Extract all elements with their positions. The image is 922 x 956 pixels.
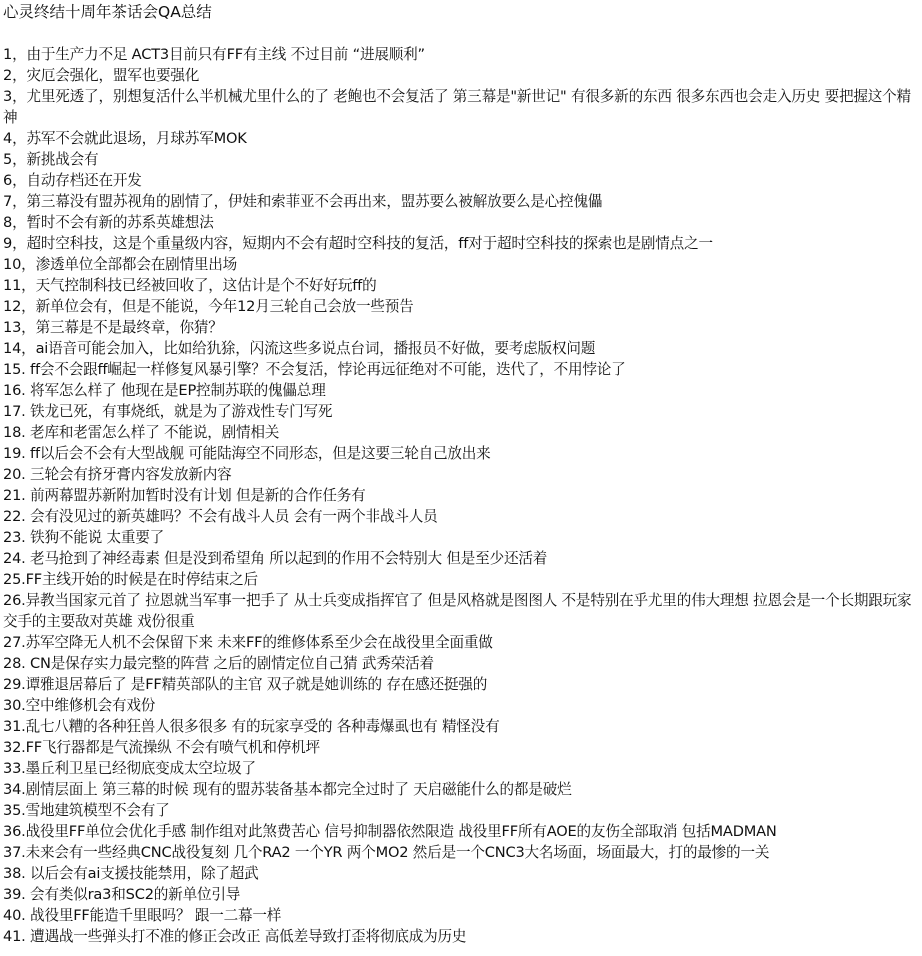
qa-item-8: 8，暂时不会有新的苏系英雄想法 xyxy=(3,214,214,231)
qa-item-29: 29.谭雅退居幕后了 是FF精英部队的主官 双子就是她训练的 存在感还挺强的 xyxy=(3,676,488,693)
qa-item-5: 5，新挑战会有 xyxy=(3,151,99,168)
qa-item-24: 24. 老马抢到了神经毒素 但是没到希望角 所以起到的作用不会特别大 但是至少还活着 xyxy=(3,550,548,567)
qa-item-23: 23. 铁狗不能说 太重要了 xyxy=(3,529,165,546)
qa-item-3: 3，尤里死透了，别想复活什么半机械尤里什么的了 老鲍也不会复活了 第三幕是"新世记" 有很多新的东西 很多东西也会走入历史 要把握这个精神 xyxy=(3,88,911,126)
qa-item-34: 34.剧情层面上 第三幕的时候 现有的盟苏装备基本都完全过时了 天启磁能什么的都是破烂 xyxy=(3,781,572,798)
qa-item-30: 30.空中维修机会有戏份 xyxy=(3,697,156,714)
qa-item-37: 37.未来会有一些经典CNC战役复刻 几个RA2 一个YR 两个MO2 然后是一个CNC3大名场面，场面最大，打的最惨的一关 xyxy=(3,844,770,861)
qa-item-35: 35.雪地建筑模型不会有了 xyxy=(3,802,170,819)
blank-line xyxy=(3,24,922,44)
qa-item-21: 21. 前两幕盟苏新附加暂时没有计划 但是新的合作任务有 xyxy=(3,487,366,504)
qa-list xyxy=(3,44,922,947)
qa-item-33: 33.墨丘利卫星已经彻底变成太空垃圾了 xyxy=(3,760,256,777)
qa-item-16: 16. 将军怎么样了 他现在是EP控制苏联的傀儡总理 xyxy=(3,382,326,399)
qa-item-6: 6，自动存档还在开发 xyxy=(3,172,142,189)
qa-item-17: 17. 铁龙已死，有事烧纸，就是为了游戏性专门写死 xyxy=(3,403,333,420)
qa-item-26: 26.异教当国家元首了 拉恩就当军事一把手了 从士兵变成指挥官了 但是风格就是图图人 不是特别在乎尤里的伟大理想 拉恩会是一个长期跟玩家交手的主要敌对英雄 戏份很重 xyxy=(3,592,912,630)
qa-item-4: 4，苏军不会就此退场，月球苏军MOK xyxy=(3,130,247,147)
qa-item-10: 10，渗透单位全部都会在剧情里出场 xyxy=(3,256,238,273)
qa-item-32: 32.FF飞行器都是气流操纵 不会有喷气机和停机坪 xyxy=(3,739,320,756)
qa-item-11: 11，天气控制科技已经被回收了，这估计是个不好好玩ff的 xyxy=(3,277,377,294)
qa-item-20: 20. 三轮会有挤牙膏内容发放新内容 xyxy=(3,466,232,483)
qa-item-28: 28. CN是保存实力最完整的阵营 之后的剧情定位自己猜 武秀荣活着 xyxy=(3,655,434,672)
qa-item-27: 27.苏军空降无人机不会保留下来 未来FF的维修体系至少会在战役里全面重做 xyxy=(3,634,493,651)
qa-item-40: 40. 战役里FF能造千里眼吗？ 跟一二幕一样 xyxy=(3,907,282,924)
qa-item-19: 19. ff以后会不会有大型战舰 可能陆海空不同形态，但是这要三轮自己放出来 xyxy=(3,445,491,462)
qa-item-7: 7，第三幕没有盟苏视角的剧情了，伊娃和索菲亚不会再出来，盟苏要么被解放要么是心控傀儡 xyxy=(3,193,603,210)
qa-item-22: 22. 会有没见过的新英雄吗？不会有战斗人员 会有一两个非战斗人员 xyxy=(3,508,438,525)
qa-item-9: 9，超时空科技，这是个重量级内容，短期内不会有超时空科技的复活，ff对于超时空科技的探索也是剧情点之一 xyxy=(3,235,713,252)
qa-item-12: 12，新单位会有，但是不能说，今年12月三轮自己会放一些预告 xyxy=(3,298,414,315)
document-title: 心灵终结十周年茶话会QA总结 xyxy=(3,3,212,21)
qa-item-31: 31.乱七八糟的各种狂兽人很多很多 有的玩家享受的 各种毒爆虱也有 精怪没有 xyxy=(3,718,500,735)
qa-item-1: 1，由于生产力不足 ACT3目前只有FF有主线 不过目前 “进展顺利” xyxy=(3,46,425,63)
qa-item-15: 15. ff会不会跟ff崛起一样修复风暴引擎？不会复活，悖论再远征绝对不可能，迭代了，不用悖论了 xyxy=(3,361,626,378)
qa-item-38: 38. 以后会有ai支援技能禁用，除了超武 xyxy=(3,865,259,882)
qa-item-18: 18. 老库和老雷怎么样了 不能说，剧情相关 xyxy=(3,424,280,441)
qa-item-14: 14，ai语音可能会加入，比如给犰狳，闪流这些多说点台词，播报员不好做，要考虑版权问题 xyxy=(3,340,596,357)
qa-item-2: 2，灾厄会强化，盟军也要强化 xyxy=(3,67,200,84)
qa-item-39: 39. 会有类似ra3和SC2的新单位引导 xyxy=(3,886,241,903)
qa-item-36: 36.战役里FF单位会优化手感 制作组对此煞费苦心 信号抑制器依然限造 战役里FF所有AOE的友伤全部取消 包括MADMAN xyxy=(3,823,777,840)
qa-item-13: 13，第三幕是不是最终章，你猜？ xyxy=(3,319,223,336)
qa-item-41: 41. 遭遇战一些弹头打不准的修正会改正 高低差导致打歪将彻底成为历史 xyxy=(3,928,467,945)
qa-item-25: 25.FF主线开始的时候是在时停结束之后 xyxy=(3,571,258,588)
